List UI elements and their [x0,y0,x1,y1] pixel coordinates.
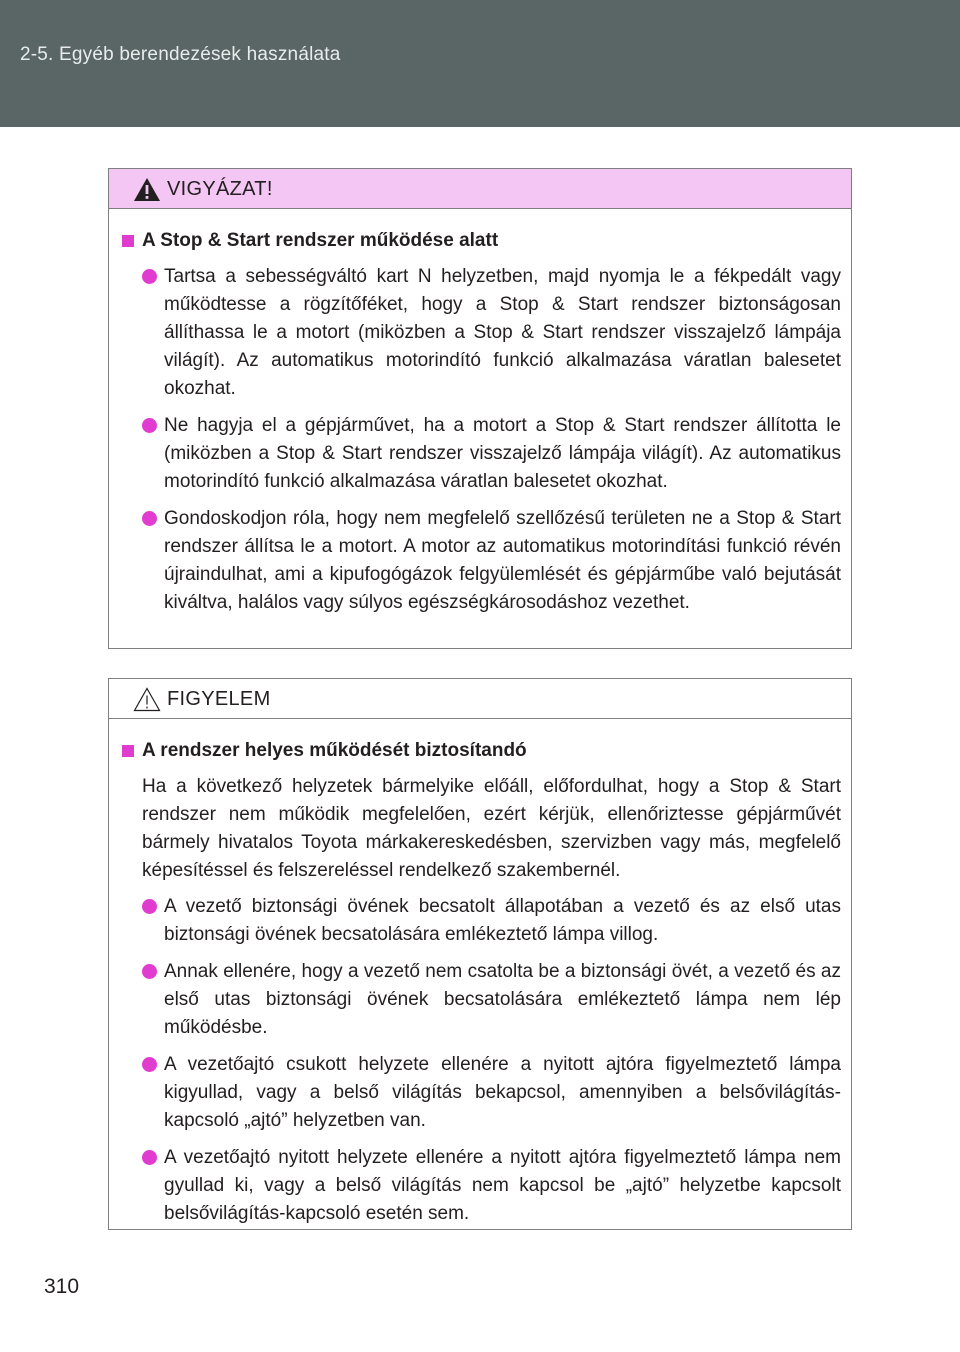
list-item-text: A vezetőajtó nyitott helyzete ellenére a nyitott ajtóra figyelmeztető lámpa nem gyullad ki, vagy a belső világítás nem kapcsol be „ajtó” helyzetbe kapcsolt belsővilágítás-kapcsoló esetén sem. [164,1147,841,1224]
warning-body [109,209,851,617]
list-item-text: Ne hagyja el a gépjárművet, ha a motort a Stop & Start rendszer állította le (miközben a Stop & Start rendszer visszajelző lámpája világít). Az automatikus motorindító funkció alkalmazása váratlan balesetet okozhat. [164,415,841,492]
list-item [122,1051,841,1135]
notice-label: FIGYELEM [167,688,271,710]
page-number: 310 [44,1275,80,1298]
list-item [122,505,841,617]
round-bullet-icon [142,964,157,979]
list-item-text: A vezetőajtó csukott helyzete ellenére a nyitott ajtóra figyelmeztető lámpa kigyullad, vagy a belső világítás bekapcsol, amennyiben a belsővilágítás-kapcsoló „ajtó” helyzetben van. [164,1054,841,1131]
warning-box [108,168,852,649]
notice-section-title-text: A rendszer helyes működését biztosítandó [142,740,527,761]
caution-triangle-icon [133,687,161,712]
notice-intro: Ha a következő helyzetek bármelyike előáll, előfordulhat, hogy a Stop & Start rendszer nem működik megfelelően, ezért kérjük, ellenőriztesse gépjárművét bármely hivatalos Toyota márkakereskedésben, szervizben vagy más, megfelelő képesítéssel és felszereléssel rendelkező szakembernél. [142,776,841,881]
list-item [122,958,841,1042]
section-title: 2-5. Egyéb berendezések használata [20,44,341,65]
notice-body [109,719,851,1228]
warning-label: VIGYÁZAT! [167,178,273,200]
square-bullet-icon [122,745,134,757]
list-item [122,1144,841,1228]
round-bullet-icon [142,418,157,433]
list-item-text: Annak ellenére, hogy a vezető nem csatolta be a biztonsági övét, a vezető és az első utas biztonsági övének becsatolására emlékeztető lámpa nem lép működésbe. [164,961,841,1038]
square-bullet-icon [122,235,134,247]
warning-triangle-icon [133,177,161,202]
round-bullet-icon [142,1057,157,1072]
warning-header [109,169,851,209]
round-bullet-icon [142,899,157,914]
round-bullet-icon [142,1150,157,1165]
round-bullet-icon [142,511,157,526]
notice-box [108,678,852,1230]
list-item [122,263,841,403]
list-item-text: Tartsa a sebességváltó kart N helyzetben, majd nyomja le a fékpedált vagy működtesse a rögzítőféket, hogy a Stop & Start rendszer biztonságosan állíthassa le a motort (miközben a Stop & Start rendszer visszajelző lámpája világít). Az automatikus motorindító funkció alkalmazása váratlan balesetet okozhat. [164,266,841,399]
list-item-text: A vezető biztonsági övének becsatolt állapotában a vezető és az első utas biztonsági övének becsatolására emlékeztető lámpa villog. [164,896,841,945]
round-bullet-icon [142,269,157,284]
list-item [122,893,841,949]
warning-section-title-text: A Stop & Start rendszer működése alatt [142,230,499,251]
notice-section-title [122,737,841,765]
page-header [0,0,960,127]
list-item [122,412,841,496]
notice-header [109,679,851,719]
warning-section-title [122,227,841,255]
list-item-text: Gondoskodjon róla, hogy nem megfelelő szellőzésű területen ne a Stop & Start rendszer állítsa le a motort. A motor az automatikus motorindítási funkció révén újraindulhat, ami a kipufogógázok felgyülemlését és gépjárműbe való bejutását kiváltva, halálos vagy súlyos egészségkárosodáshoz vezethet. [164,508,841,613]
